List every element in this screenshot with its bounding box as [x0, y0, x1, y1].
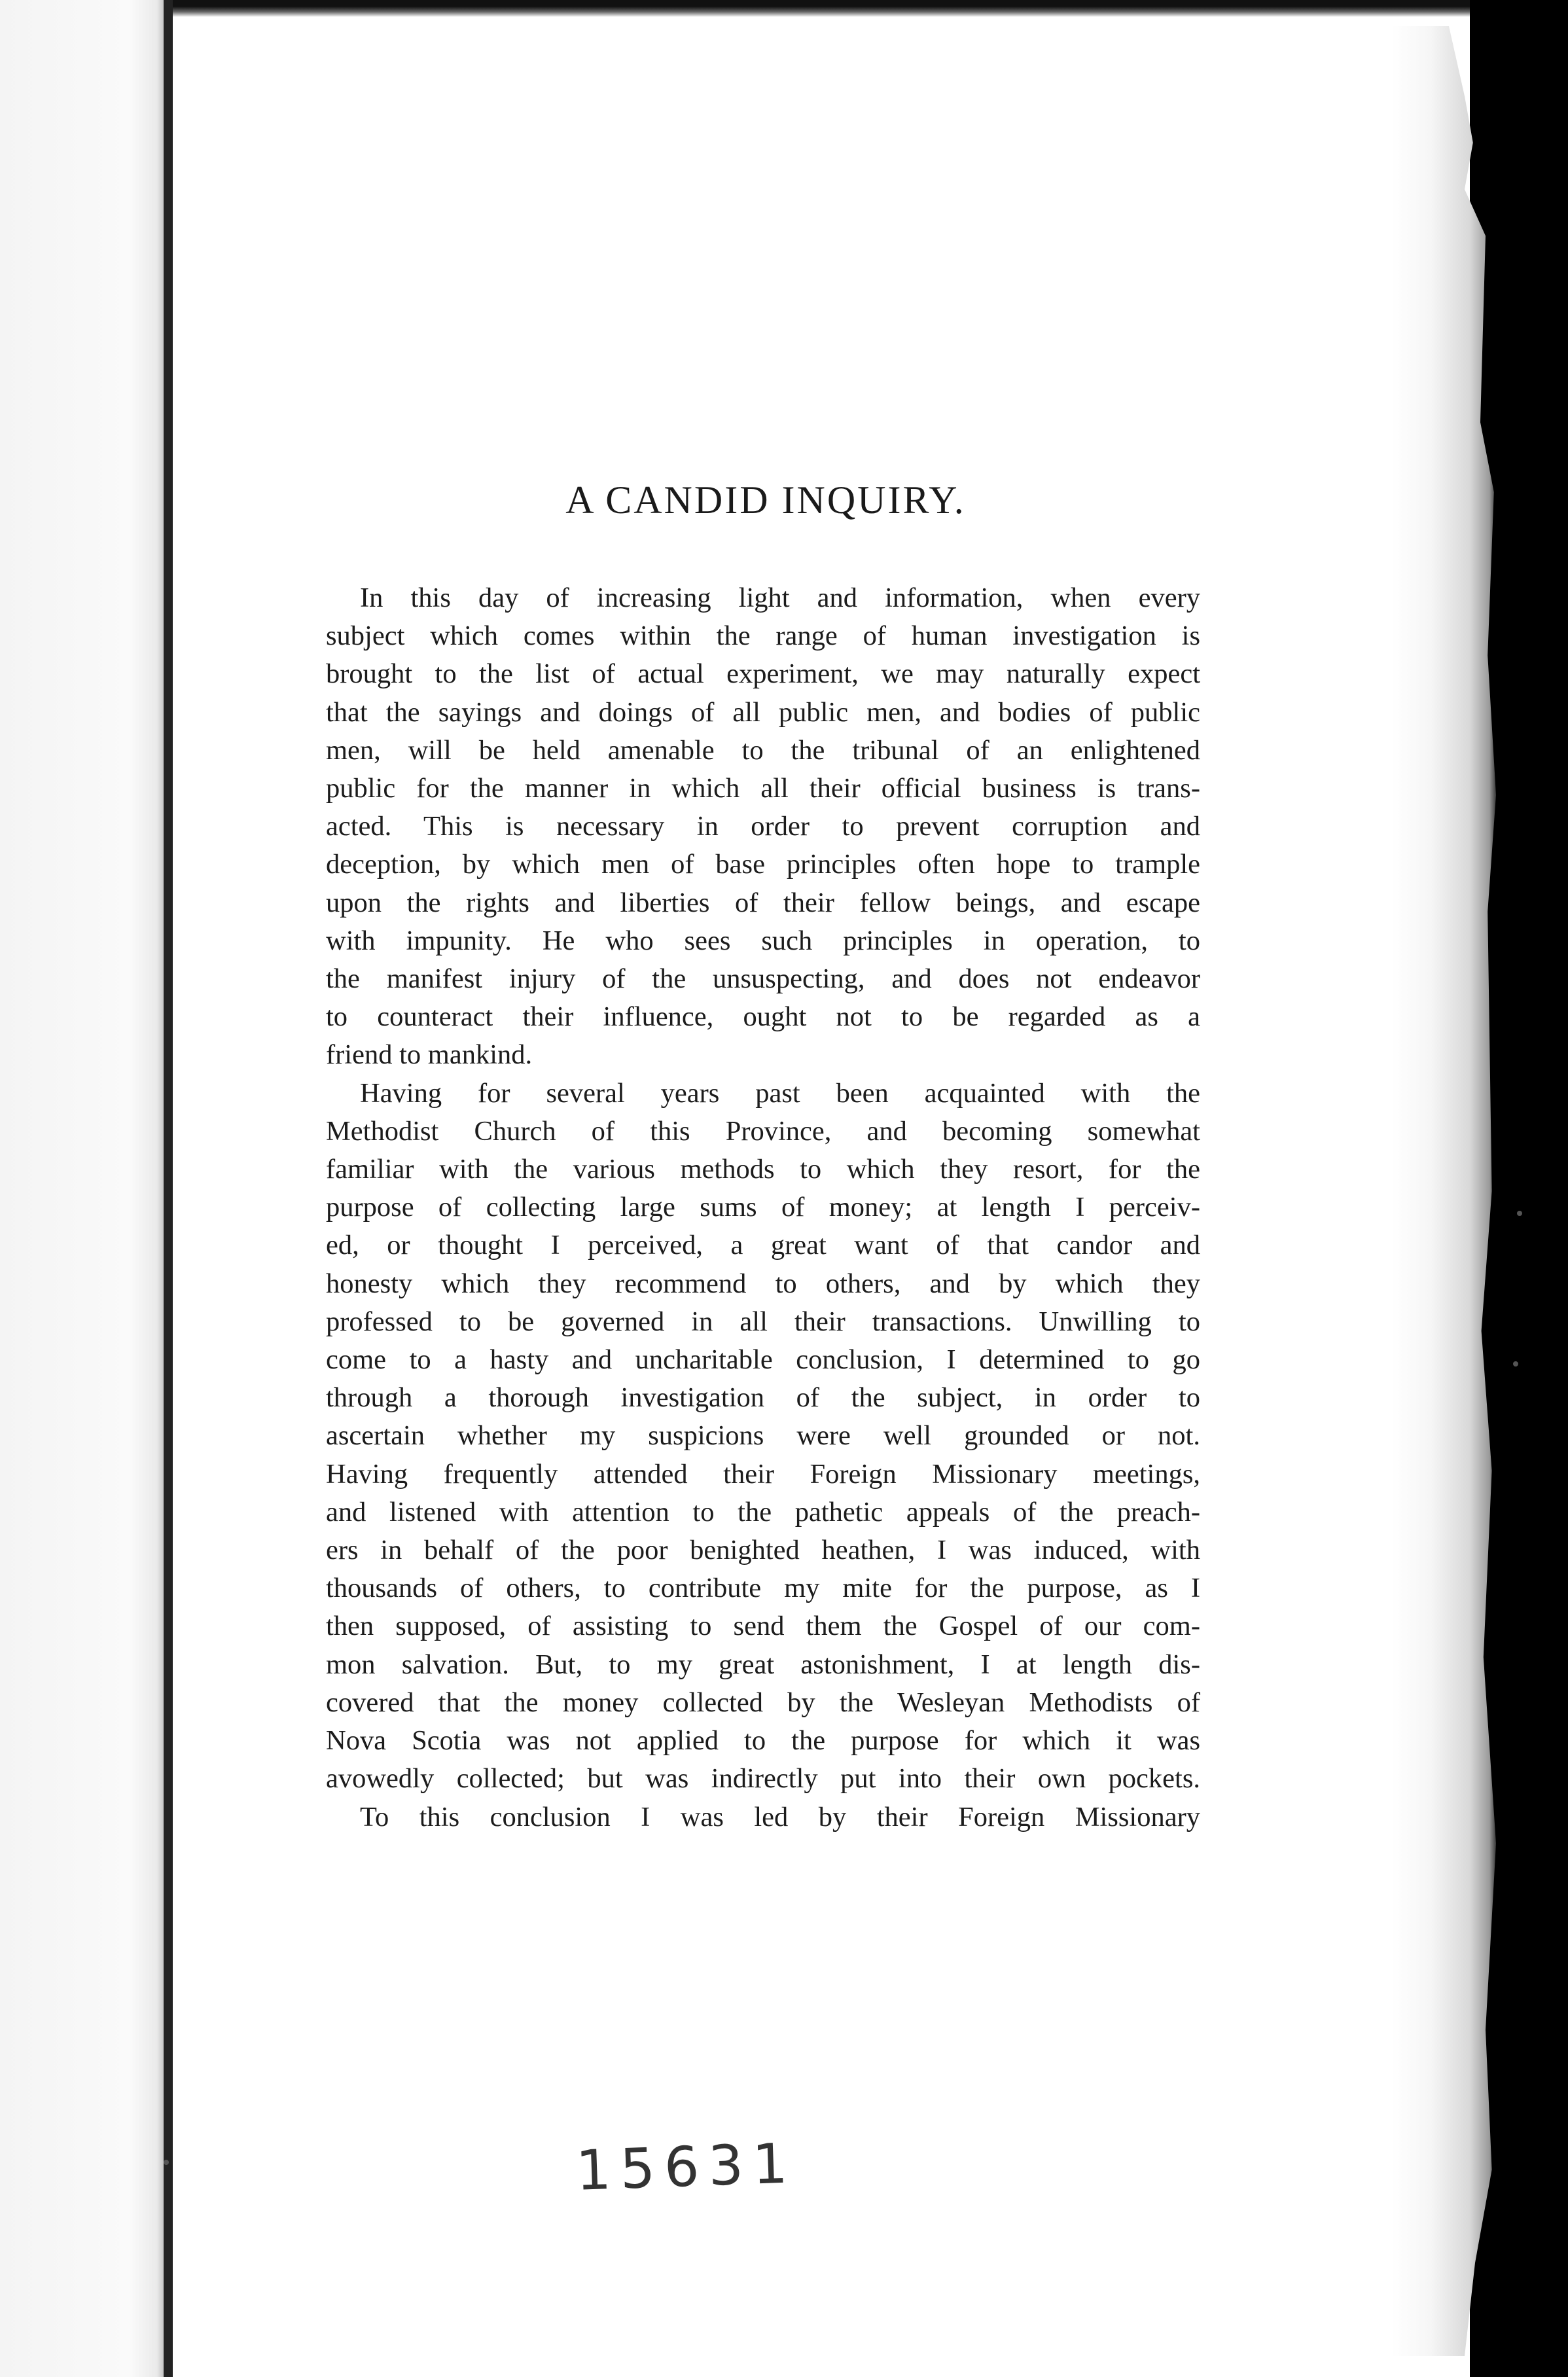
- text-line: acted. This is necessary in order to prevent corruption and: [326, 811, 1200, 842]
- text-line: through a thorough investigation of the subject, in order to: [326, 1382, 1200, 1414]
- text-line: familiar with the various methods to which they resort, for the: [326, 1154, 1200, 1185]
- text-line: honesty which they recommend to others, and by which they: [326, 1268, 1200, 1299]
- text-line: purpose of collecting large sums of money; at length I perceiv-: [326, 1192, 1200, 1223]
- text-line: thousands of others, to contribute my mite for the purpose, as I: [326, 1573, 1200, 1604]
- scan-speck: [1513, 1361, 1518, 1367]
- text-line: the manifest injury of the unsuspecting, and does not endeavor: [326, 963, 1200, 995]
- text-line: ascertain whether my suspicions were well grounded or not.: [326, 1420, 1200, 1452]
- text-line: Nova Scotia was not applied to the purpose for which it was: [326, 1725, 1200, 1757]
- text-line: upon the rights and liberties of their fellow beings, and escape: [326, 887, 1200, 918]
- text-line: Methodist Church of this Province, and becoming somewhat: [326, 1115, 1200, 1147]
- text-line: ers in behalf of the poor benighted heathen, I was induced, with: [326, 1535, 1200, 1566]
- text-line: ed, or thought I perceived, a great want of that candor and: [326, 1230, 1200, 1261]
- text-line: come to a hasty and uncharitable conclusion, I determined to go: [326, 1344, 1200, 1376]
- text-line: To this conclusion I was led by their Foreign Missionary: [360, 1801, 1200, 1832]
- text-line: subject which comes within the range of human investigation is: [326, 620, 1200, 652]
- text-line: and listened with attention to the pathetic appeals of the preach-: [326, 1496, 1200, 1528]
- text-line: mon salvation. But, to my great astonishment, I at length dis-: [326, 1649, 1200, 1680]
- scan-speck: [164, 2160, 169, 2165]
- text-line: Having for several years past been acquainted with the: [360, 1077, 1200, 1109]
- paragraph-3: [326, 1798, 1200, 1836]
- torn-page-edge: [1391, 26, 1496, 2356]
- text-line: public for the manner in which all their official business is trans-: [326, 773, 1200, 804]
- scan-border-top: [0, 0, 1568, 17]
- scan-speck: [1517, 1211, 1522, 1216]
- text-line: that the sayings and doings of all public men, and bodies of public: [326, 696, 1200, 728]
- text-line: In this day of increasing light and information, when every: [360, 582, 1200, 613]
- binding-gutter: [164, 0, 173, 2377]
- text-line: deception, by which men of base principles often hope to trample: [326, 849, 1200, 880]
- text-line: men, will be held amenable to the tribunal of an enlightened: [326, 734, 1200, 766]
- text-line: covered that the money collected by the Wesleyan Methodists of: [326, 1687, 1200, 1718]
- text-line: to counteract their influence, ought not to be regarded as a: [326, 1001, 1200, 1033]
- facing-page-edge: [0, 0, 171, 2377]
- text-line: with impunity. He who sees such principles in operation, to: [326, 925, 1200, 956]
- handwritten-catalogue-number: 15631: [575, 2131, 798, 2203]
- paragraph-2: [326, 1075, 1200, 1798]
- body-text: [326, 579, 1200, 1836]
- page-title: A CANDID INQUIRY.: [565, 478, 966, 522]
- text-line: Having frequently attended their Foreign Missionary meetings,: [326, 1458, 1200, 1490]
- text-line: professed to be governed in all their transactions. Unwilling to: [326, 1306, 1200, 1337]
- text-line: avowedly collected; but was indirectly put into their own pockets.: [326, 1763, 1200, 1795]
- text-line: friend to mankind.: [326, 1039, 533, 1071]
- text-line: then supposed, of assisting to send them the Gospel of our com-: [326, 1611, 1200, 1642]
- text-line: brought to the list of actual experiment, we may naturally expect: [326, 658, 1200, 690]
- paragraph-1: [326, 579, 1200, 1075]
